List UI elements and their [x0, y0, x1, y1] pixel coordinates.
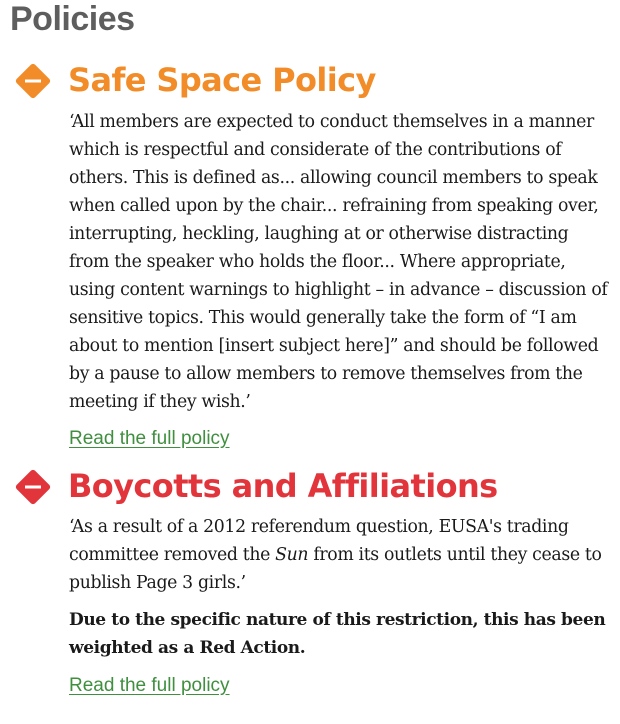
read-full-policy-link[interactable]: Read the full policy [69, 428, 230, 449]
policy-quote [69, 513, 609, 597]
policy-quote-end: from its outlets until they cease to publish Page 3 girls.’ [69, 545, 602, 593]
minus-diamond-icon [12, 466, 54, 508]
policy-heading: Boycotts and Affiliations [68, 467, 498, 505]
page-title: Policies [10, 0, 135, 38]
policy-quote: ‘All members are expected to conduct themselves in a manner which is respectful and considerate of the contributions of others. This is defined as... allowing council members to speak when called upon by the chair... refraining from speaking over, interrupting, heckling, laughing at or otherwise distracting from the speaker who holds the floor... Where appropriate, using content warnings to highlight – in advance – discussion of sensitive topics. This would generally take the form of “I am about to mention [insert subject here]” and should be followed by a pause to allow members to remove themselves from the meeting if they wish.’ [69, 112, 608, 412]
policy-quote-start: ‘As a result of a 2012 referendum question, EUSA's trading committee removed the [69, 517, 569, 565]
policy-weighting-note: Due to the specific nature of this restriction, this has been weighted as a Red Action. [69, 610, 606, 658]
policy-heading: Safe Space Policy [68, 61, 376, 99]
policy-quote-italic: Sun [275, 545, 309, 565]
read-full-policy-link[interactable]: Read the full policy [69, 675, 230, 696]
minus-diamond-icon [12, 60, 54, 102]
